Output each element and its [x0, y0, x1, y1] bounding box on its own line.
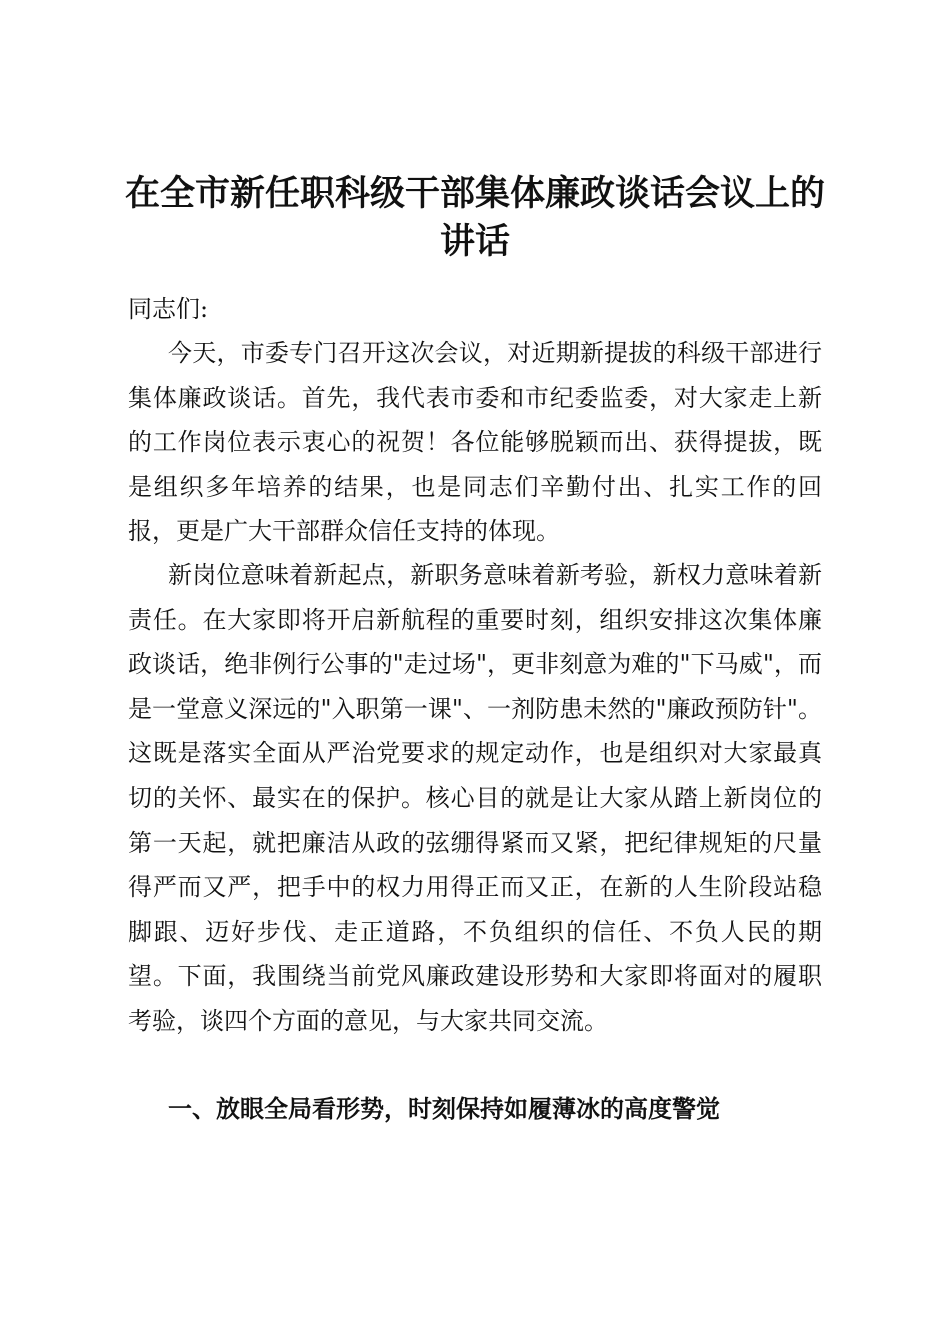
salutation: 同志们: [128, 295, 209, 323]
section-heading: 一、放眼全局看形势，时刻保持如履薄冰的高度警觉 [168, 1095, 720, 1123]
body-paragraph-2: 新岗位意味着新起点，新职务意味着新考验，新权力意味着新责任。在大家即将开启新航程的重要时刻，组织安排这次集体廉政谈话，绝非例行公事的"走过场"，更非刻意为难的"下马威"，而是一堂意义深远的"入职第一课"、一剂防患未然的"廉政预防针"。这既是落实全面从严治党要求的规定动作，也是组织对大家最真切的关怀、最实在的保护。核心目的就是让大家从踏上新岗位的第一天起，就把廉洁从政的弦绷得紧而又紧，把纪律规矩的尺量得严而又严，把手中的权力用得正而又正，在新的人生阶段站稳脚跟、迈好步伐、走正道路，不负组织的信任、不负人民的期望。下面，我围绕当前党风廉政建设形势和大家即将面对的履职考验，谈四个方面的意见，与大家共同交流。 [128, 561, 822, 1035]
body-paragraph-1: 今天，市委专门召开这次会议，对近期新提拔的科级干部进行集体廉政谈话。首先，我代表市委和市纪委监委，对大家走上新的工作岗位表示衷心的祝贺！各位能够脱颖而出、获得提拔，既是组织多年培养的结果，也是同志们辛勤付出、扎实工作的回报，更是广大干部群众信任支持的体现。 [128, 339, 822, 546]
document-title: 在全市新任职科级干部集体廉政谈话会议上的讲话 [124, 174, 825, 262]
